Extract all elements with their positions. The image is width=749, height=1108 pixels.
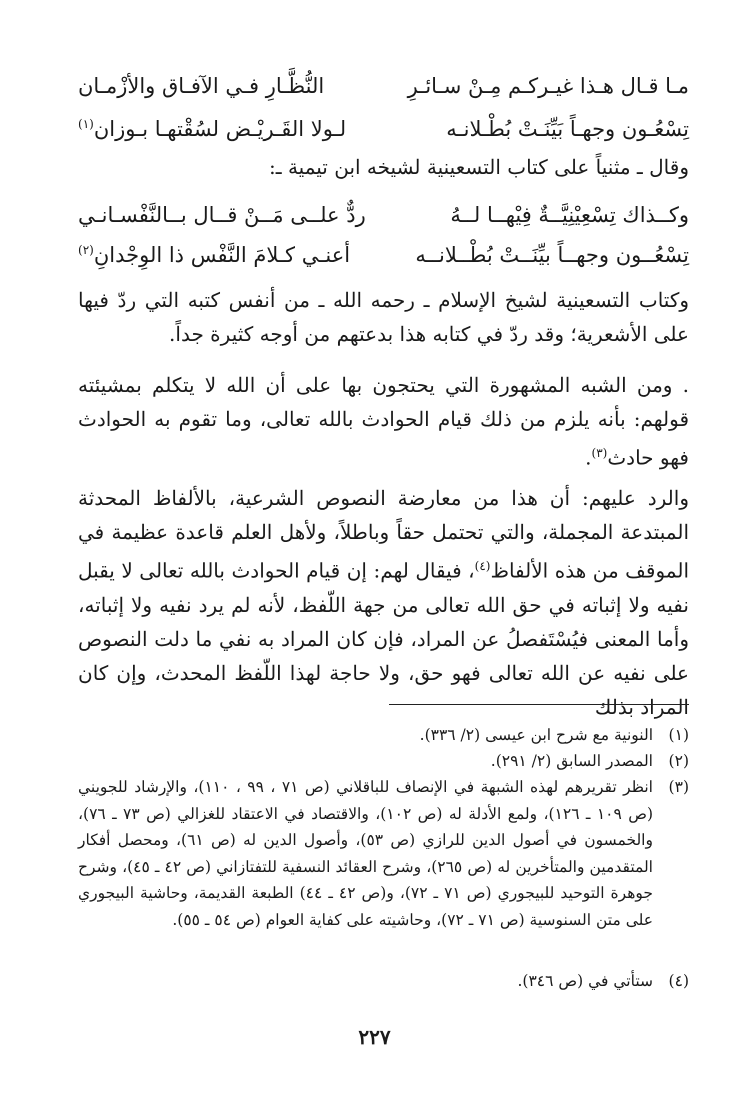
footnote-text: ستأتي في (ص ٣٤٦).	[517, 972, 653, 990]
verse-hemistich-left: ردٌّ علــى مَــنْ قــال بــالنَّفْسـانـي	[78, 203, 366, 227]
footnote-ref: (٣)	[591, 446, 608, 460]
verse-hemistich-left: النُّظَّـارِ فـي الآفـاق والأزْمـان	[78, 74, 325, 98]
verse-hemistich-right: مـا قـال هـذا غيـركـم مِـنْ سـائـرِ	[407, 74, 689, 98]
paragraph	[78, 481, 689, 724]
paragraph: وكتاب التسعينية لشيخ الإسلام ـ رحمه الله ـ من أنفس كتبه التي ردّ فيها على الأشعرية؛ وقد ردّ في كتابه هذا بدعتهم من أوجه كثيرة جداً.	[78, 288, 689, 346]
page-number: ٢٢٧	[358, 1025, 391, 1049]
footnote-text: النونية مع شرح ابن عيسى (٢/ ٣٣٦).	[419, 726, 653, 744]
footnote-number: (٣)	[668, 778, 689, 796]
footnote	[78, 968, 689, 995]
verse-line	[78, 74, 689, 98]
footnote-text: انظر تقريرهم لهذه الشبهة في الإنصاف للباقلاني (ص ٧١ ، ٩٩ ، ١١٠)، والإرشاد للجويني (ص ١٠٩ ـ ١٢٦)، ولمع الأدلة له (ص ١٠٢)، والاقتصاد في الاعتقاد للغزالي (ص ٧٣ ـ ٧٦)، والخمسون في أصول الدين للرازي (ص ٥٣)، وأصول الدين له (ص ٦١)، ومحصل أفكار المتقدمين والمتأخرين له (ص ٢٦٥)، وشرح العقائد النسفية للتفتازاني (ص ٤٢ ـ ٤٥)، وشرح جوهرة التوحيد للبيجوري (ص ٧١ ـ ٧٢)، و(ص ٤٢ ـ ٤٤) الطبعة القديمة، وحاشية البيجوري على متن السنوسية (ص ٧١ ـ ٧٢)، وحاشيته على كفاية العوام (ص ٥٤ ـ ٥٥).	[78, 778, 653, 929]
footnote-separator	[389, 704, 689, 705]
paragraph-text: والرد عليهم: أن هذا من معارضة النصوص الشرعية، بالألفاظ المحدثة المبتدعة المجملة، والتي تحتمل حقاً وباطلاً، ولأهل العلم قاعدة عظيمة في الموقف من هذه الألفاظ	[78, 486, 689, 583]
footnote	[78, 774, 689, 933]
verse-hemistich-right: وكــذاك تِسْعِيْنِيَّــةٌ فِيْهــا لــهُ	[450, 203, 689, 227]
footnote-ref: (٢)	[78, 243, 94, 257]
verse-line	[78, 117, 689, 141]
footnote-text: المصدر السابق (٢/ ٢٩١).	[490, 752, 653, 770]
paragraph-end: .	[585, 445, 592, 470]
footnote-ref: (٤)	[474, 559, 491, 573]
footnote-ref: (١)	[78, 117, 94, 131]
verse-hemistich-left	[78, 243, 350, 267]
verse-hemistich-right: تِسْعُـون وجهـاً بَيِّنَـتْ بُطْـلانـه	[446, 117, 689, 141]
footnote-number: (٤)	[668, 972, 689, 990]
footnote	[78, 748, 689, 775]
paragraph	[78, 368, 689, 475]
footnote	[78, 722, 689, 749]
footnote-number: (١)	[668, 726, 689, 744]
paragraph-text: ، فيقال لهم: إن قيام الحوادث بالله تعالى لا يقبل نفيه ولا إثباته في حق الله تعالى من جهة اللّفظ، لأنه لم يرد نفيه ولا إثباته، وأما المعنى فيُسْتَفصلُ عن المراد، فإن كان المراد به نفي ما دلت النصوص على نفيه عن الله تعالى فهو حق، ولا حاجة لهذا اللّفظ المحدث، وإن كان المراد بذلك	[78, 558, 689, 719]
paragraph-text: . ومن الشبه المشهورة التي يحتجون بها على أن الله لا يتكلم بمشيئته قولهم: بأنه يلزم من ذلك قيام الحوادث بالله تعالى، وما تقوم به الحوادث فهو حادث	[78, 373, 689, 470]
verse-hemistich-left	[78, 117, 346, 141]
verse-hemistich-right: تِسْعُــون وجهــاً بيِّنَــتْ بُطْــلانــه	[415, 243, 689, 267]
verse-hemistich-text: أعنـي كـلامَ النَّفْس ذا الوِجْدانِ	[93, 243, 351, 267]
verse-line	[78, 243, 689, 267]
footnote-number: (٢)	[668, 752, 689, 770]
verse-line	[78, 203, 689, 227]
verse-hemistich-text: لـولا القَـريْـض لسُقْتهـا بـوزان	[93, 117, 347, 141]
intro-line: وقال ـ مثنياً على كتاب التسعينية لشيخه ابن تيمية ـ:	[268, 155, 689, 179]
